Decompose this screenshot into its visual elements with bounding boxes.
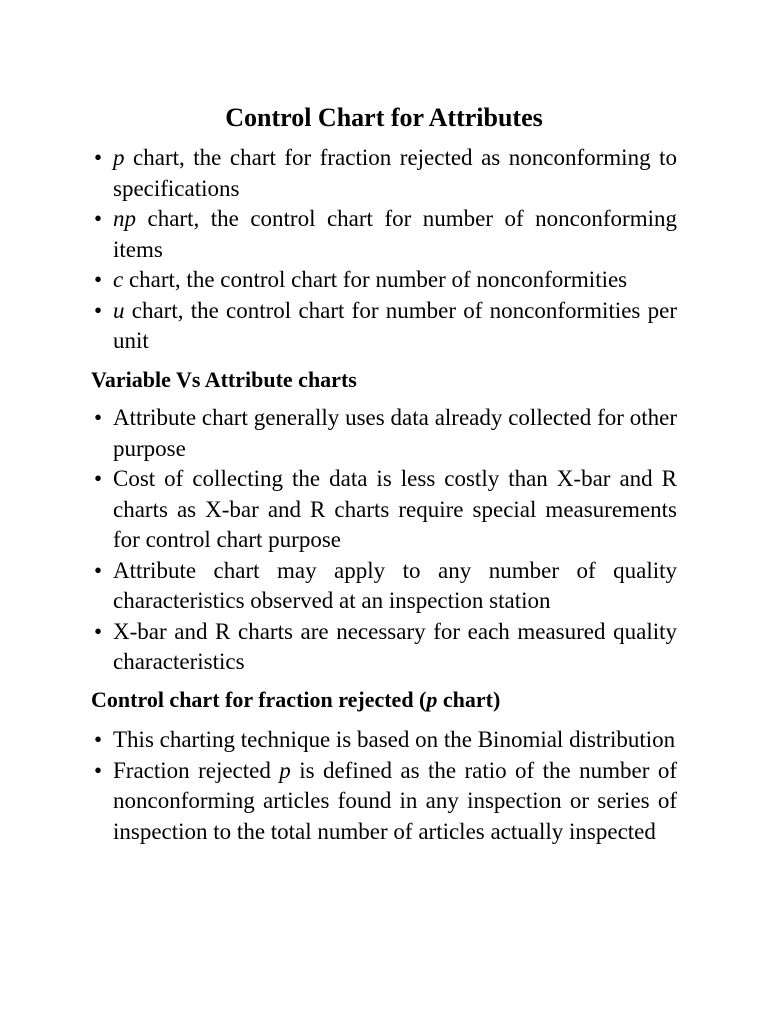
list-item — [0, 265, 768, 296]
list-item — [0, 464, 768, 556]
list-item — [0, 296, 768, 357]
section-heading: Variable Vs Attribute charts — [91, 367, 357, 392]
chart-symbol: np — [113, 206, 136, 231]
bullet-icon: • — [93, 727, 103, 752]
bullet-icon: • — [93, 267, 103, 292]
list-item — [0, 556, 768, 617]
bullet-icon: • — [93, 757, 103, 783]
list-item — [0, 204, 768, 265]
list-item — [0, 617, 768, 678]
bullet-icon: • — [93, 145, 103, 170]
list-item-text: Attribute chart may apply to any number of quality characteristics observed at an inspection station — [113, 557, 677, 613]
bullet-icon: • — [93, 618, 103, 644]
chart-symbol: p — [426, 687, 438, 712]
list-item — [0, 756, 768, 848]
list-item-text: Attribute chart generally uses data already collected for other purpose — [113, 405, 677, 461]
list-item-text: is defined as the ratio of the number of nonconforming articles found in any inspection or series of inspection to the total number of articles actually inspected — [113, 757, 678, 844]
bullet-icon: • — [93, 297, 103, 323]
list-item-text: chart, the control chart for number of nonconformities — [123, 267, 628, 292]
list-item-text: Cost of collecting the data is less costly than X-bar and R charts as X-bar and R charts require special measurements for control chart purpose — [113, 466, 677, 552]
chart-symbol: p — [279, 757, 291, 783]
heading-text: Control chart for fraction rejected ( — [91, 687, 427, 712]
page-title: Control Chart for Attributes — [225, 103, 543, 132]
list-item-text: chart, the chart for fraction rejected as nonconforming to specifications — [113, 145, 677, 201]
chart-symbol: u — [113, 297, 125, 323]
list-item-text: chart, the control chart for number of nonconforming items — [113, 206, 677, 262]
chart-symbol: c — [113, 267, 124, 292]
comparison-list — [0, 403, 768, 678]
chart-symbol: p — [113, 145, 125, 170]
bullet-icon: • — [93, 557, 103, 583]
chart-types-list — [0, 143, 768, 357]
list-item — [0, 725, 768, 756]
heading-text: chart) — [437, 687, 501, 712]
p-chart-list — [0, 725, 768, 847]
section-heading — [91, 685, 691, 715]
list-item-text: Fraction rejected — [113, 757, 280, 783]
bullet-icon: • — [93, 206, 103, 231]
list-item — [0, 403, 768, 464]
bullet-icon: • — [93, 466, 103, 491]
list-item-text: This charting technique is based on the Binomial distribution — [113, 727, 676, 752]
list-item — [0, 143, 768, 204]
bullet-icon: • — [93, 405, 103, 430]
list-item-text: chart, the control chart for number of nonconformities per unit — [113, 297, 677, 353]
list-item-text: X-bar and R charts are necessary for each measured quality characteristics — [113, 618, 677, 674]
